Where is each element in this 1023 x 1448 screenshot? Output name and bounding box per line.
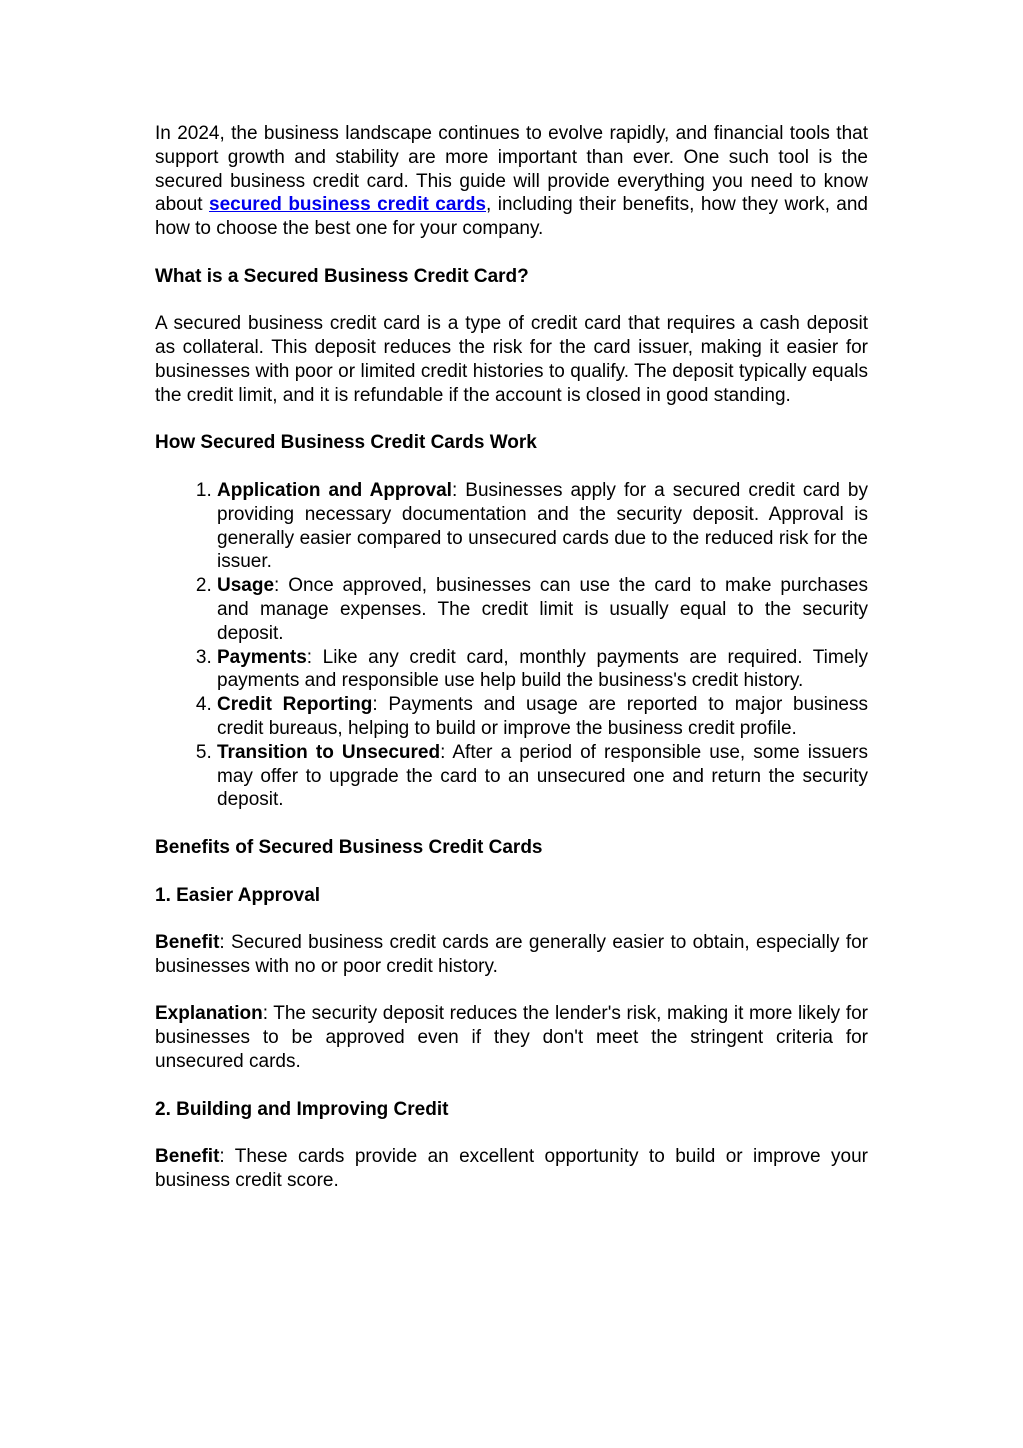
benefit-2-benefit-paragraph (155, 1145, 868, 1193)
list-item-text: : After a period of responsible use, some issuers may offer to upgrade the card to an unsecured one and return the security deposit. (217, 741, 868, 811)
list-item-text: : Like any credit card, monthly payments are required. Timely payments and responsible use help build the business's credit history. (217, 646, 868, 692)
list-item-term: Usage (217, 575, 275, 597)
list-item-text: : Payments and usage are reported to major business credit bureaus, helping to build or improve the business credit profile. (217, 694, 868, 739)
benefit-label: Benefit (155, 1146, 220, 1168)
list-item (217, 479, 868, 574)
benefit-2-title: 2. Building and Improving Credit (155, 1098, 449, 1120)
how-it-works-list (155, 479, 868, 812)
secured-business-credit-cards-link[interactable]: secured business credit cards (209, 194, 486, 216)
benefit-text: : Secured business credit cards are generally easier to obtain, especially for businesses with no or poor credit history. (155, 932, 868, 977)
list-item (217, 741, 868, 812)
benefit-1-explanation-paragraph (155, 1002, 868, 1073)
what-is-paragraph: A secured business credit card is a type of credit card that requires a cash deposit as collateral. This deposit reduces the risk for the card issuer, making it easier for businesses with poor or limited credit histories to qualify. The deposit typically equals the credit limit, and it is refundable if the account is closed in good standing. (155, 313, 868, 406)
list-item-term: Application and Approval (217, 479, 452, 501)
benefit-label: Benefit (155, 932, 220, 954)
benefits-heading: Benefits of Secured Business Credit Cards (155, 836, 543, 858)
benefit-1-benefit-paragraph (155, 931, 868, 979)
list-item (217, 646, 868, 694)
intro-text-before-link: In 2024, the business landscape continues to evolve rapidly, and financial tools that support growth and stability are more important than ever. One such tool is the secured business credit card. This guide will provide everything you need to know about (155, 123, 868, 216)
intro-text-after-link: , including their benefits, how they work, and how to choose the best one for your company. (155, 194, 869, 240)
list-item-text: : Businesses apply for a secured credit card by providing necessary documentation and the security deposit. Approval is generally easier compared to unsecured cards due to the reduced risk for the issuer. (217, 479, 868, 573)
explanation-label: Explanation (155, 1003, 263, 1025)
explanation-text: : The security deposit reduces the lender's risk, making it more likely for businesses to be approved even if they don't meet the stringent criteria for unsecured cards. (155, 1003, 868, 1073)
list-item-text: : Once approved, businesses can use the card to make purchases and manage expenses. The credit limit is usually equal to the security deposit. (217, 575, 868, 644)
document-page (155, 122, 868, 1217)
list-item-term: Transition to Unsecured (217, 741, 441, 763)
intro-paragraph (155, 122, 868, 241)
benefit-text: : These cards provide an excellent opportunity to build or improve your business credit score. (155, 1146, 868, 1192)
benefit-1-title: 1. Easier Approval (155, 884, 321, 906)
list-item (217, 693, 868, 741)
list-item-term: Credit Reporting (217, 694, 373, 716)
how-it-works-heading: How Secured Business Credit Cards Work (155, 432, 537, 454)
list-item-term: Payments (217, 646, 307, 668)
list-item (217, 574, 868, 645)
what-is-heading: What is a Secured Business Credit Card? (155, 265, 529, 287)
